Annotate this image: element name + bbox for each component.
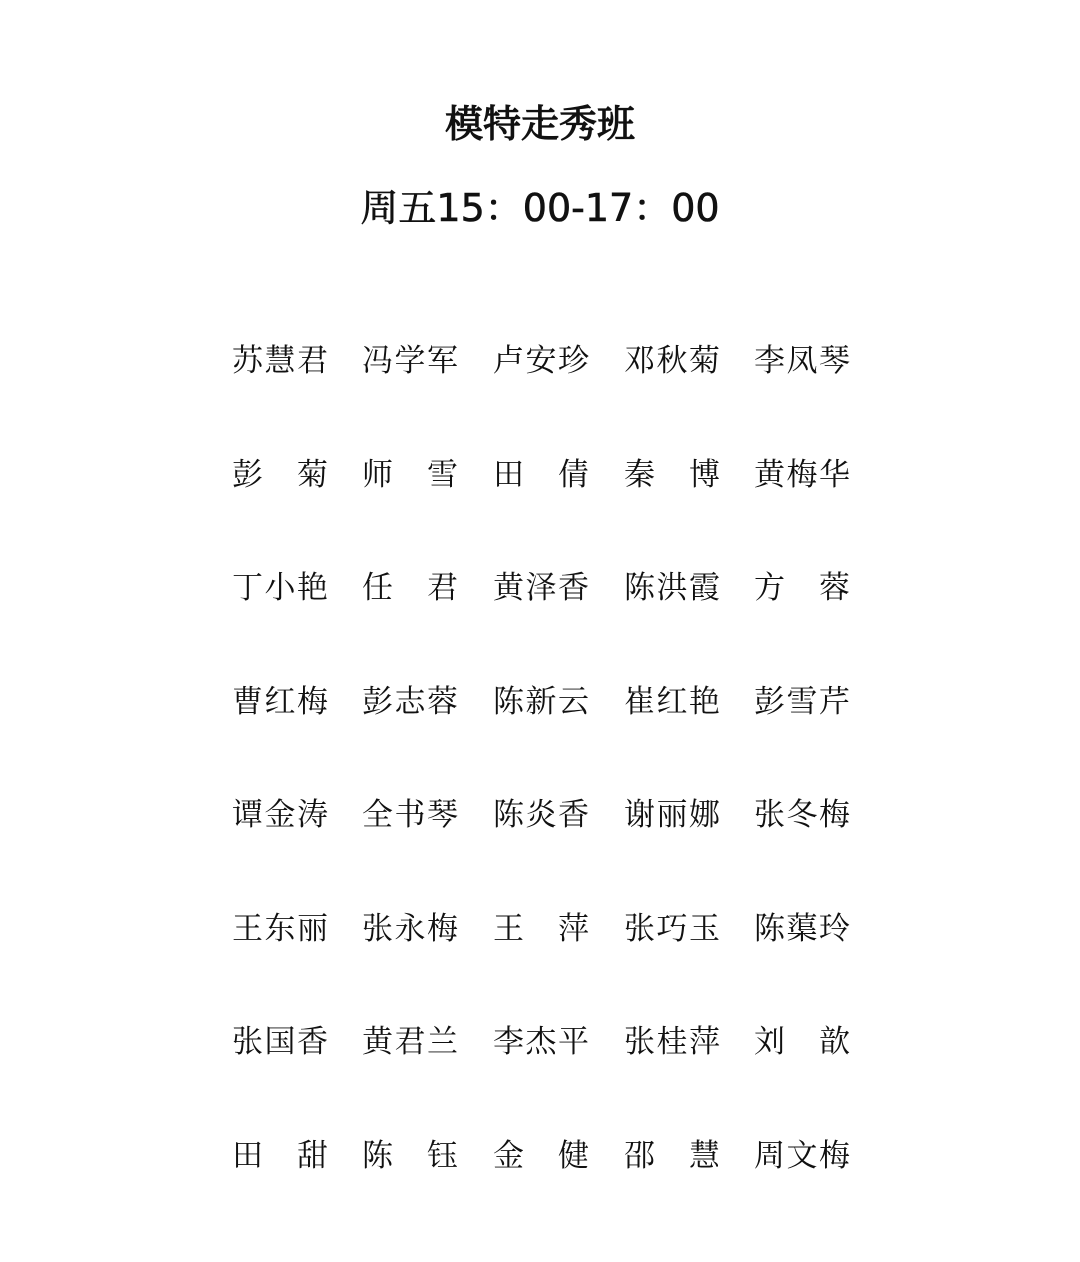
student-name: 张 巧 玉 [624,910,720,947]
student-name: 田 甜 [232,1137,328,1174]
student-name: 谢 丽 娜 [624,797,720,833]
student-name: 刘 歆 [754,1024,850,1060]
roster-row [232,565,852,679]
student-name: 王 萍 [493,910,589,947]
student-name: 方 蓉 [754,570,850,606]
student-name: 彭 菊 [232,456,328,493]
roster-row [232,792,852,906]
student-name: 陈 炎 香 [493,797,589,833]
student-name: 黄 君 兰 [362,1024,458,1060]
student-name: 卢 安 珍 [493,343,589,379]
roster-row [232,1019,852,1133]
student-name: 田 倩 [493,456,589,493]
student-name: 金 健 [493,1137,589,1174]
class-schedule: 周五15：00-17：00 [360,186,720,230]
roster-row [232,679,852,793]
student-name: 曹 红 梅 [232,683,328,720]
student-name: 彭 志 蓉 [362,683,458,720]
page-title: 模特走秀班 [444,102,635,146]
student-name: 陈 新 云 [493,683,589,720]
student-name: 周 文 梅 [754,1137,850,1174]
student-name: 秦 博 [624,456,720,493]
student-name: 黄 梅 华 [754,456,850,493]
student-name: 谭 金 涛 [232,797,328,833]
student-name: 李 凤 琴 [754,343,850,379]
roster-row [232,452,852,566]
student-name: 陈 钰 [362,1137,458,1174]
student-name: 陈 洪 霞 [624,570,720,606]
student-name: 李 杰 平 [493,1024,589,1060]
student-name: 张 桂 萍 [624,1024,720,1060]
student-name: 冯 学 军 [362,343,458,379]
student-name: 任 君 [362,570,458,606]
student-name: 全 书 琴 [362,797,458,833]
student-name: 丁 小 艳 [232,570,328,606]
student-name: 苏 慧 君 [232,343,328,379]
student-name: 邵 慧 [624,1137,720,1174]
student-name: 陈 蕖 玲 [754,910,850,947]
student-name: 张 国 香 [232,1024,328,1060]
roster-row [232,1133,852,1247]
student-name: 张 冬 梅 [754,797,850,833]
student-name: 张 永 梅 [362,910,458,947]
roster-row [232,338,852,452]
student-name: 彭 雪 芹 [754,683,850,720]
student-roster [232,338,852,1246]
student-name: 黄 泽 香 [493,570,589,606]
student-name: 师 雪 [362,456,458,493]
roster-row [232,906,852,1020]
student-name: 邓 秋 菊 [624,343,720,379]
student-name: 王 东 丽 [232,910,328,947]
student-name: 崔 红 艳 [624,683,720,720]
